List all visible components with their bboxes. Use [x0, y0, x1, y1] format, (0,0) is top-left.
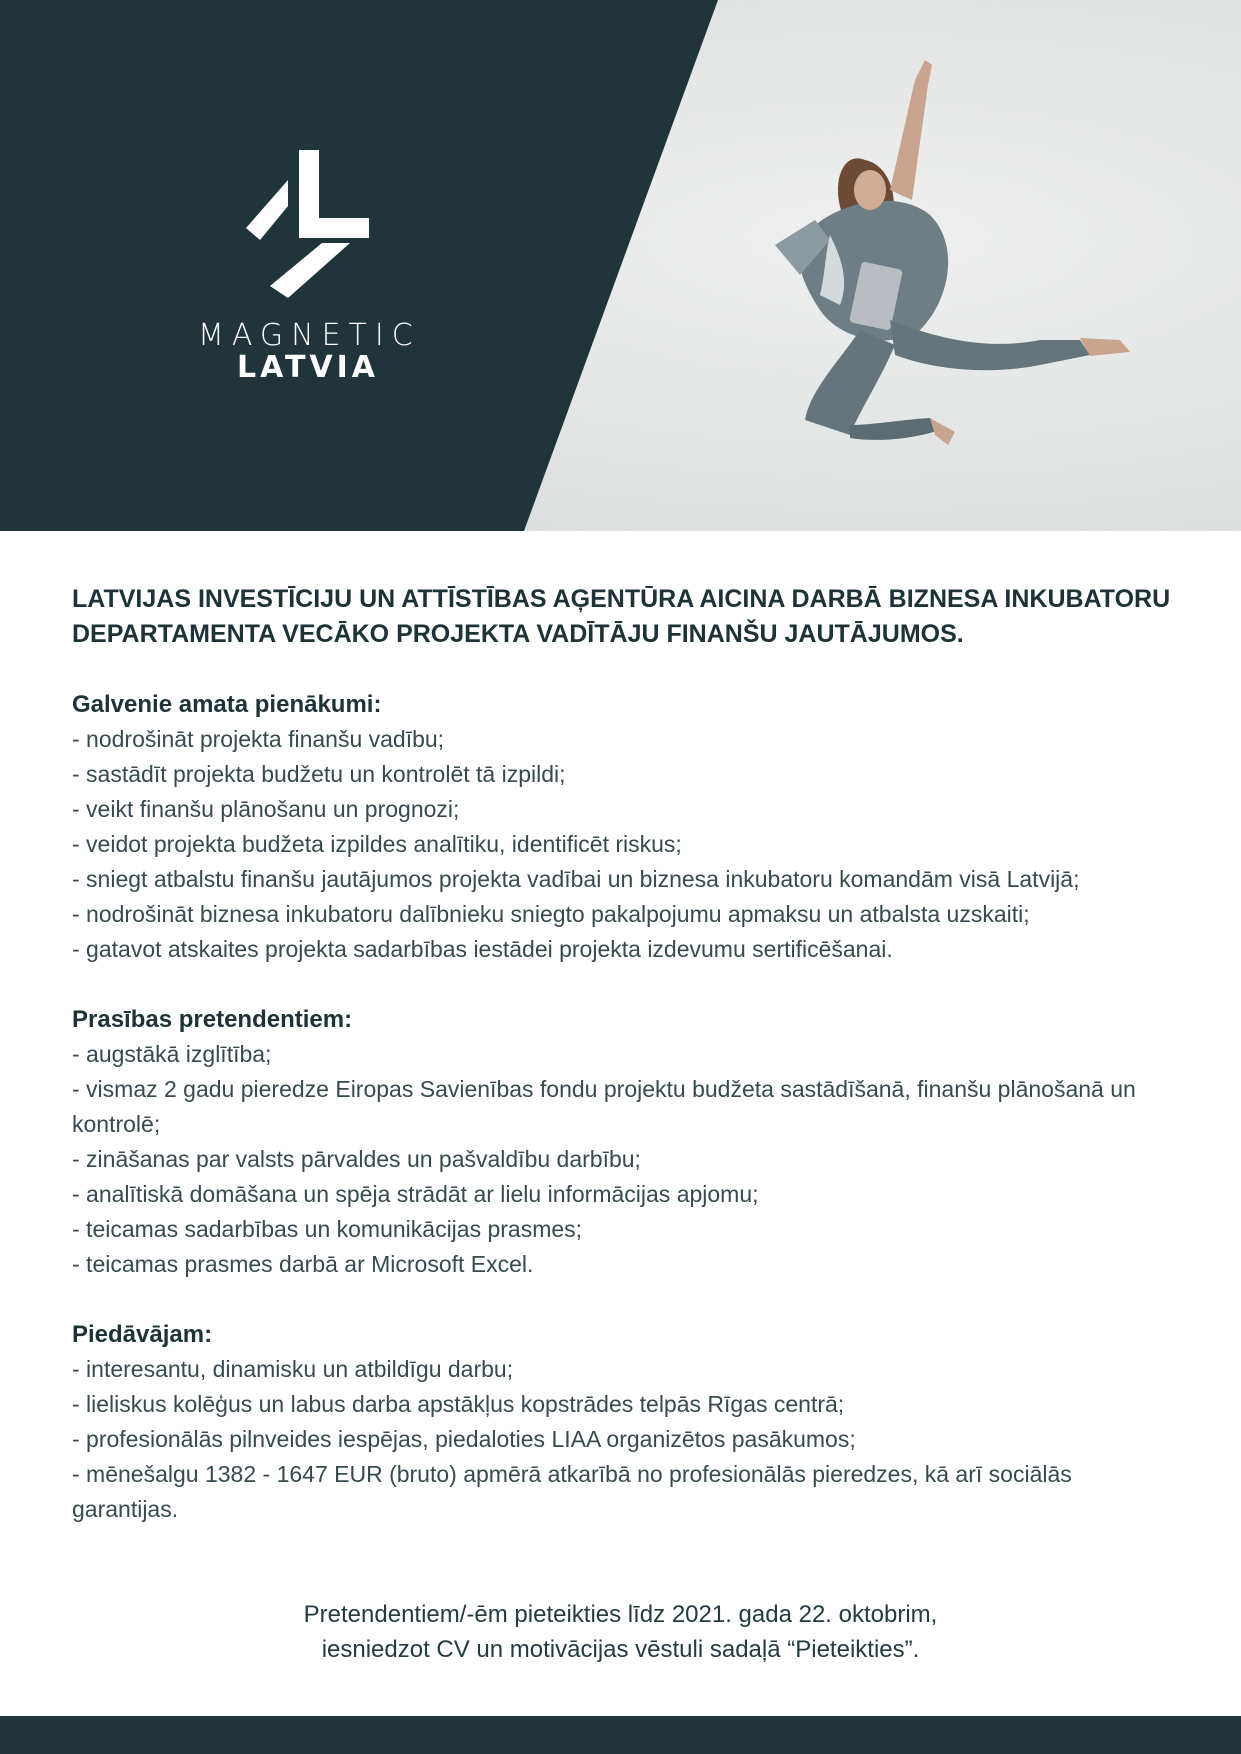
list-item: - interesantu, dinamisku un atbildīgu darbu;	[72, 1356, 514, 1382]
list-item: - profesionālās pilnveides iespējas, piedaloties LIAA organizētos pasākumos;	[72, 1426, 856, 1452]
list-item: - augstākā izglītība;	[72, 1041, 272, 1067]
magnetic-latvia-logo-icon	[240, 148, 375, 298]
application-note-line: iesniedzot CV un motivācijas vēstuli sadaļā “Pieteikties”.	[321, 1636, 920, 1663]
list-item: - nodrošināt biznesa inkubatoru dalībnieku sniegto pakalpojumu apmaksu un atbalsta uzskaiti;	[72, 901, 1030, 927]
list-item: - gatavot atskaites projekta sadarbības iestādei projekta izdevumu sertificēšanai.	[72, 936, 893, 962]
section-heading: Galvenie amata pienākumi:	[72, 691, 382, 718]
list-item: - nodrošināt projekta finanšu vadību;	[72, 726, 445, 752]
footer-bar	[0, 1716, 1241, 1754]
section-offer	[72, 1317, 1172, 1527]
dancing-woman-photo	[690, 40, 1170, 480]
logo-text-magnetic: MAGNETIC	[198, 318, 421, 353]
section-heading: Piedāvājam:	[72, 1321, 213, 1348]
list-item: - teicamas prasmes darbā ar Microsoft Excel.	[72, 1251, 534, 1277]
main-content	[72, 582, 1172, 1562]
list-item: - zināšanas par valsts pārvaldes un pašvaldību darbību;	[72, 1146, 641, 1172]
list-item: - veikt finanšu plānošanu un prognozi;	[72, 796, 460, 822]
list-item: - vismaz 2 gadu pieredze Eiropas Savienības fondu projektu budžeta sastādīšanā, finanšu plānošanā un kontrolē;	[72, 1076, 1136, 1137]
section-duties	[72, 687, 1172, 967]
list-item: - teicamas sadarbības un komunikācijas prasmes;	[72, 1216, 583, 1242]
application-note-line: Pretendentiem/-ēm pieteikties līdz 2021. gada 22. oktobrim,	[303, 1601, 938, 1628]
page-title: LATVIJAS INVESTĪCIJU UN ATTĪSTĪBAS AĢENTŪRA AICINA DARBĀ BIZNESA INKUBATORU DEPARTAMENTA VECĀKO PROJEKTA VADĪTĀJU FINANŠU JAUTĀJUMOS.	[72, 585, 1171, 648]
list-item: - sastādīt projekta budžetu un kontrolēt tā izpildi;	[72, 761, 566, 787]
list-item: - analītiskā domāšana un spēja strādāt ar lielu informācijas apjomu;	[72, 1181, 759, 1207]
list-item: - lieliskus kolēģus un labus darba apstākļus kopstrādes telpās Rīgas centrā;	[72, 1391, 845, 1417]
header-banner	[0, 0, 1241, 531]
application-note	[0, 1597, 1241, 1667]
list-item: - sniegt atbalstu finanšu jautājumos projekta vadībai un biznesa inkubatoru komandām visā Latvijā;	[72, 866, 1080, 892]
logo-text-latvia: LATVIA	[236, 350, 380, 385]
list-item: - mēnešalgu 1382 - 1647 EUR (bruto) apmērā atkarībā no profesionālās pieredzes, kā arī sociālās garantijas.	[72, 1461, 1072, 1522]
section-heading: Prasības pretendentiem:	[72, 1006, 353, 1033]
section-requirements	[72, 1002, 1172, 1282]
list-item: - veidot projekta budžeta izpildes analītiku, identificēt riskus;	[72, 831, 682, 857]
